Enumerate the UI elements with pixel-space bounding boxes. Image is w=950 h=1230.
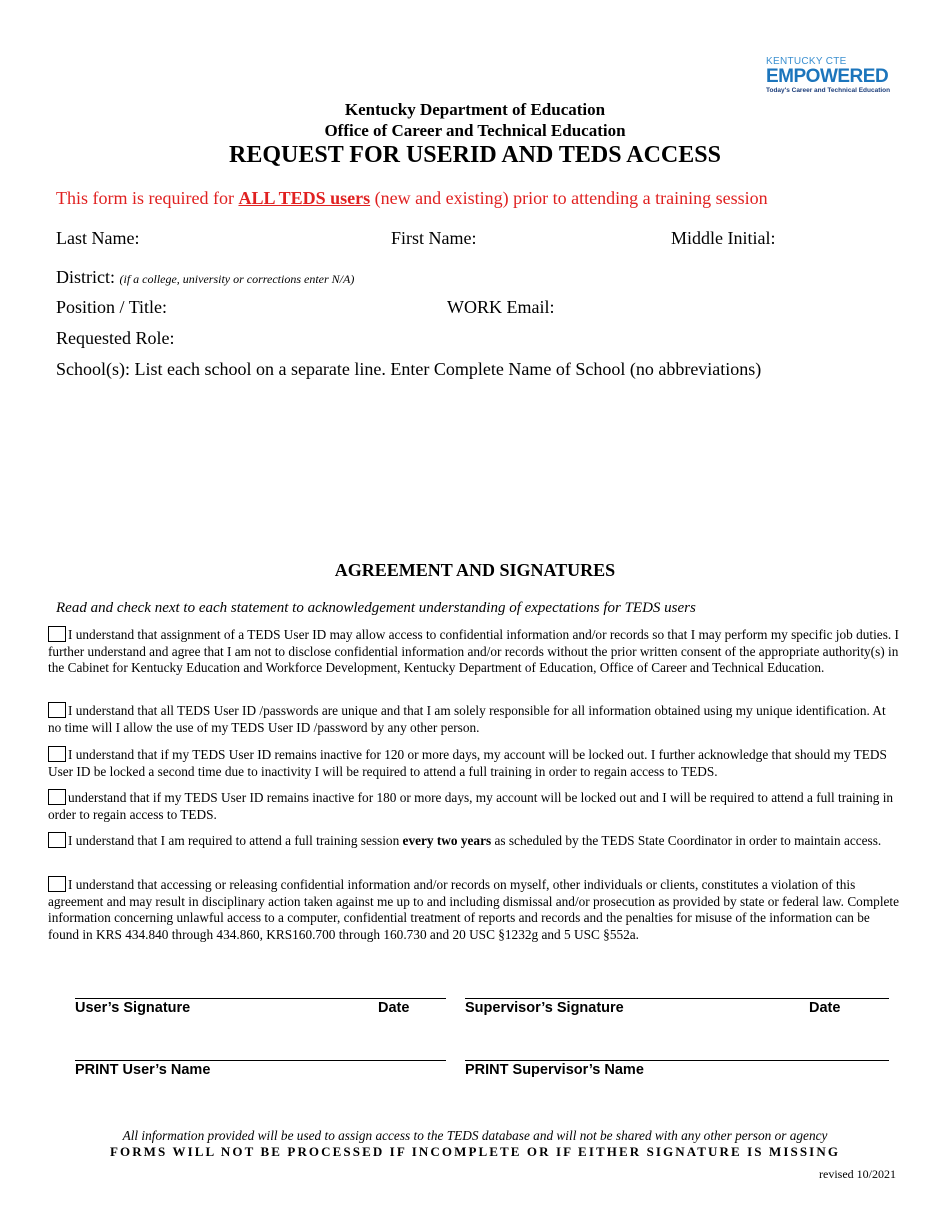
print-user-name-line[interactable] [75, 1060, 446, 1061]
agreement-text-3: I understand that if my TEDS User ID remains inactive for 120 or more days, my account will be locked out. I further acknowledge that should my TEDS User ID be locked a second time due to inactivity I will be required to attend a full training in order to regain access to TEDS. [48, 747, 887, 779]
logo-line-2: EMPOWERED [766, 66, 889, 87]
district-note: (if a college, university or corrections enter N/A) [119, 272, 355, 286]
agreement-text-6: I understand that accessing or releasing confidential information and/or records on myself, other individuals or clients, constitutes a violation of this agreement and may result in disciplinary action taken against me up to and including dismissal and/or prosecution as provided by state or federal law. Complete information concerning unlawful access to a computer, confidential treatment of reports and records and the penalties for misuse of the information can be found in KRS 434.840 through 434.860, KRS160.700 through 160.730 and 20 USC §1232g and 5 USC §552a. [48, 877, 900, 942]
schools-field[interactable]: School(s): List each school on a separate line. Enter Complete Name of School (no abbreviations) [56, 359, 762, 379]
logo-line-1: KENTUCKY CTE [766, 56, 847, 67]
supervisor-date-label: Date [809, 1000, 841, 1016]
agreement-text-5-bold: every two years [402, 833, 492, 848]
notice-text-after: (new and existing) prior to attending a training session [370, 188, 768, 208]
privacy-statement: All information provided will be used to assign access to the TEDS database and will not be shared with any other person or agency [122, 1128, 828, 1143]
agreement-checkbox-5[interactable] [48, 832, 66, 848]
agreement-text-5-before: I understand that I am required to attend a full training session [68, 833, 403, 848]
agreement-item [48, 789, 900, 823]
agreement-text-4: understand that if my TEDS User ID remains inactive for 180 or more days, my account will be locked out and I will be required to attend a full training in order to regain access to TEDS. [48, 790, 894, 822]
user-signature-label: User’s Signature [75, 1000, 191, 1016]
user-signature-line[interactable] [75, 998, 446, 999]
revision-date: revised 10/2021 [819, 1167, 896, 1181]
user-date-label: Date [378, 1000, 410, 1016]
agreement-text-2: I understand that all TEDS User ID /passwords are unique and that I am solely responsible for all information obtained using my unique identification. At no time will I allow the use of my TEDS User ID /password by any other person. [48, 703, 886, 735]
agreement-text-5-after: as scheduled by the TEDS State Coordinator in order to maintain access. [491, 833, 882, 848]
work-email-field[interactable]: WORK Email: [447, 297, 555, 317]
print-user-name-label: PRINT User’s Name [75, 1062, 211, 1078]
logo-tagline: Today's Career and Technical Education [766, 87, 891, 94]
agreement-checkbox-4[interactable] [48, 789, 66, 805]
district-label: District: [56, 267, 115, 287]
agreement-checkbox-6[interactable] [48, 876, 66, 892]
middle-initial-field[interactable]: Middle Initial: [671, 228, 776, 248]
requirement-notice [56, 188, 768, 209]
supervisor-signature-line[interactable] [465, 998, 889, 999]
notice-text-before: This form is required for [56, 188, 239, 208]
requested-role-field[interactable]: Requested Role: [56, 328, 175, 348]
agreement-item [48, 832, 900, 850]
processing-warning: FORMS WILL NOT BE PROCESSED IF INCOMPLETE OR IF EITHER SIGNATURE IS MISSING [109, 1144, 841, 1159]
position-title-field[interactable]: Position / Title: [56, 297, 168, 317]
agreement-item [48, 626, 900, 677]
agreement-text-1: I understand that assignment of a TEDS User ID may allow access to confidential information and/or records so that I may perform my specific job duties. I further understand and agree that I am not to disclose confidential information and/or records without the prior written consent of the appropriate authority(s) in the Cabinet for Kentucky Education and Workforce Development, Kentucky Department of Education, Office of Career and Technical Education. [48, 627, 899, 675]
agreement-item [48, 746, 900, 780]
agreement-item [48, 702, 900, 736]
kentucky-cte-logo [766, 56, 896, 95]
agreement-item [48, 876, 900, 943]
last-name-field[interactable]: Last Name: [56, 228, 140, 248]
supervisor-signature-label: Supervisor’s Signature [465, 1000, 624, 1016]
agreement-checkbox-1[interactable] [48, 626, 66, 642]
print-supervisor-name-line[interactable] [465, 1060, 889, 1061]
form-title: REQUEST FOR USERID AND TEDS ACCESS [229, 142, 721, 168]
district-field[interactable] [56, 267, 354, 288]
print-supervisor-name-label: PRINT Supervisor’s Name [465, 1062, 644, 1078]
department-heading: Kentucky Department of Education [344, 100, 606, 119]
agreement-checkbox-2[interactable] [48, 702, 66, 718]
agreement-heading: AGREEMENT AND SIGNATURES [334, 560, 616, 580]
notice-emphasis: ALL TEDS users [238, 188, 371, 208]
office-heading: Office of Career and Technical Education [324, 121, 626, 140]
agreement-instructions: Read and check next to each statement to acknowledgement understanding of expectations for TEDS users [56, 600, 696, 616]
agreement-checkbox-3[interactable] [48, 746, 66, 762]
first-name-field[interactable]: First Name: [391, 228, 477, 248]
